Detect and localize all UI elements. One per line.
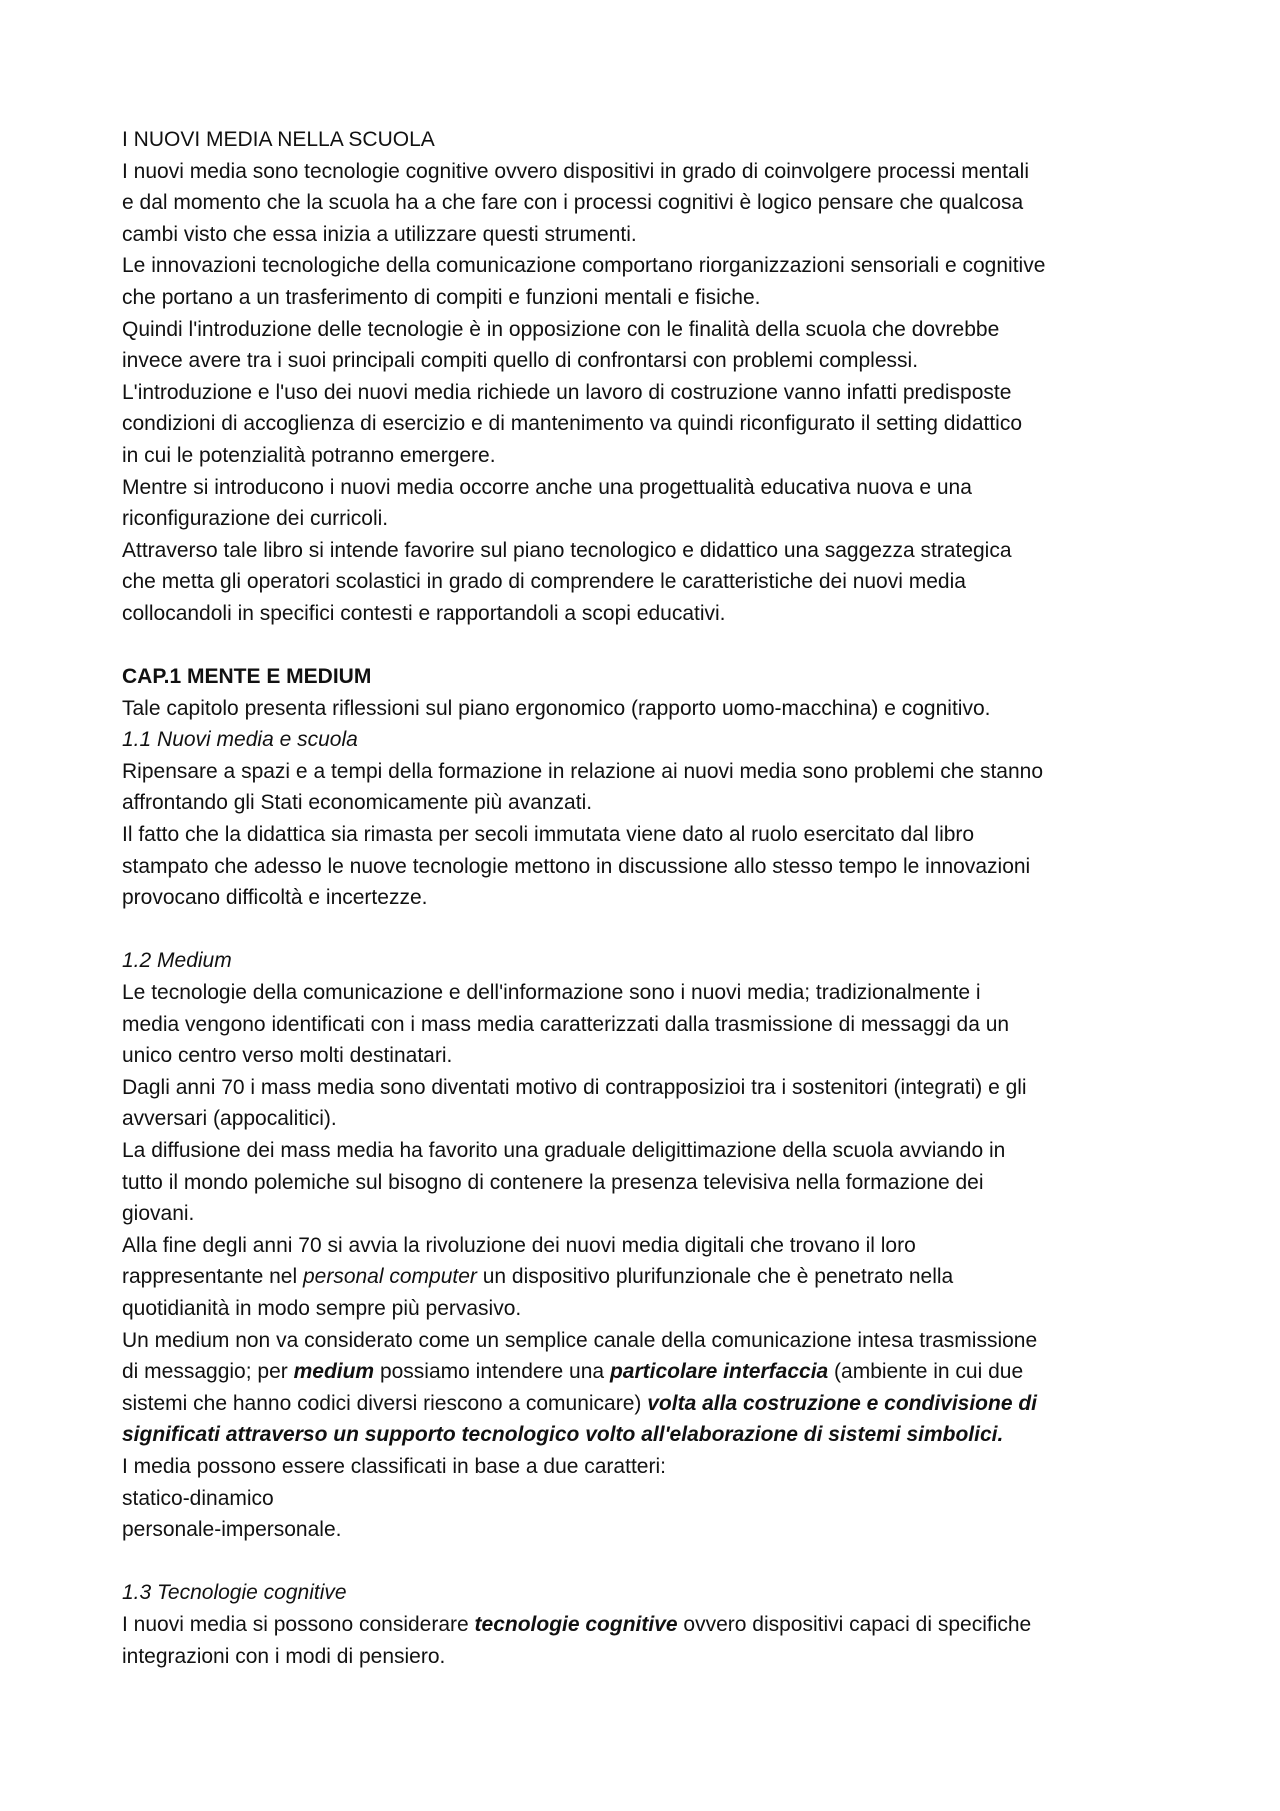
text-run: (ambiente in cui due: [828, 1360, 1024, 1384]
section-heading-1-3: 1.3 Tecnologie cognitive: [122, 1581, 347, 1605]
emphasis-italic: personal computer: [302, 1265, 477, 1289]
section-line-cognitive-tech: [122, 1609, 1172, 1641]
emphasis-bold-italic: tecnologie cognitive: [474, 1612, 678, 1636]
section-heading-1-1: 1.1 Nuovi media e scuola: [122, 728, 358, 752]
list-item: personale-impersonale.: [122, 1518, 342, 1542]
section-line: Le tecnologie della comunicazione e dell'informazione sono i nuovi media; tradizionalmente i: [122, 981, 981, 1005]
section-line: media vengono identificati con i mass media caratterizzati dalla trasmissione di messaggi da un: [122, 1012, 1010, 1036]
section-line-medium-definition: [122, 1388, 1172, 1420]
document-page: [122, 124, 1172, 1672]
text-run: di messaggio; per: [122, 1360, 294, 1384]
intro-line: collocandoli in specifici contesti e rapportandoli a scopi educativi.: [122, 601, 726, 625]
text-run: I nuovi media si possono considerare: [122, 1612, 475, 1636]
document-title: I NUOVI MEDIA NELLA SCUOLA: [122, 128, 435, 151]
intro-line: riconfigurazione dei curricoli.: [122, 507, 389, 531]
section-line: La diffusione dei mass media ha favorito una graduale deligittimazione della scuola avviando in: [122, 1139, 1006, 1162]
section-line: avversari (appocalitici).: [122, 1107, 337, 1131]
chapter-intro: Tale capitolo presenta riflessioni sul piano ergonomico (rapporto uomo-macchina) e cognitivo.: [122, 696, 991, 720]
section-line: provocano difficoltà e incertezze.: [122, 886, 428, 910]
intro-line: e dal momento che la scuola ha a che fare con i processi cognitivi è logico pensare che qualcosa: [122, 191, 1024, 215]
emphasis-bold-italic: particolare interfaccia: [609, 1360, 829, 1384]
list-item: statico-dinamico: [122, 1486, 274, 1510]
text-run: rappresentante nel: [122, 1265, 303, 1289]
intro-line: Mentre si introducono i nuovi media occorre anche una progettualità educativa nuova e una: [122, 475, 972, 499]
emphasis-bold-italic: volta alla costruzione e condivisione di: [647, 1391, 1038, 1415]
chapter-heading: CAP.1 MENTE E MEDIUM: [122, 665, 372, 689]
blank-line: [122, 1546, 1172, 1578]
text-run: un dispositivo plurifunzionale che è penetrato nella: [476, 1265, 954, 1289]
section-line: Dagli anni 70 i mass media sono diventati motivo di contrapposizioi tra i sostenitori (integrati) e gli: [122, 1075, 1027, 1099]
text-run: ovvero dispositivi capaci di specifiche: [677, 1612, 1032, 1636]
section-line: Alla fine degli anni 70 si avvia la rivoluzione dei nuovi media digitali che trovano il loro: [122, 1233, 916, 1257]
section-line: unico centro verso molti destinatari.: [122, 1044, 453, 1068]
emphasis-bold-italic: medium: [293, 1360, 375, 1384]
section-line: Un medium non va considerato come un semplice canale della comunicazione intesa trasmissione: [122, 1328, 1038, 1352]
intro-line: L'introduzione e l'uso dei nuovi media richiede un lavoro di costruzione vanno infatti predisposte: [122, 380, 1012, 404]
section-line: tutto il mondo polemiche sul bisogno di contenere la presenza televisiva nella formazione dei: [122, 1170, 984, 1194]
section-line: integrazioni con i modi di pensiero.: [122, 1644, 446, 1668]
section-line: stampato che adesso le nuove tecnologie mettono in discussione allo stesso tempo le innovazioni: [122, 854, 1031, 878]
intro-line: che portano a un trasferimento di compiti e funzioni mentali e fisiche.: [122, 285, 761, 309]
intro-line: Quindi l'introduzione delle tecnologie è in opposizione con le finalità della scuola che dovrebbe: [122, 317, 1000, 341]
intro-line: I nuovi media sono tecnologie cognitive ovvero dispositivi in grado di coinvolgere processi mentali: [122, 159, 1029, 183]
section-line: I media possono essere classificati in base a due caratteri:: [122, 1454, 666, 1478]
section-line: giovani.: [122, 1202, 195, 1226]
blank-line: [122, 630, 1172, 662]
section-heading-1-2: 1.2 Medium: [122, 949, 232, 973]
section-line: quotidianità in modo sempre più pervasivo.: [122, 1296, 522, 1320]
intro-line: Le innovazioni tecnologiche della comunicazione comportano riorganizzazioni sensoriali e cognitive: [122, 254, 1046, 278]
intro-line: condizioni di accoglienza di esercizio e di mantenimento va quindi riconfigurato il setting didattico: [122, 412, 1023, 436]
intro-line: in cui le potenzialità potranno emergere.: [122, 443, 496, 467]
section-line: Il fatto che la didattica sia rimasta per secoli immutata viene dato al ruolo esercitato dal libro: [122, 823, 975, 847]
section-line-personal-computer: [122, 1261, 1172, 1293]
text-run: sistemi che hanno codici diversi riescono a comunicare): [122, 1391, 648, 1415]
intro-line: Attraverso tale libro si intende favorire sul piano tecnologico e didattico una saggezza strategica: [122, 538, 1012, 562]
intro-line: invece avere tra i suoi principali compiti quello di confrontarsi con problemi complessi.: [122, 349, 919, 373]
intro-line: che metta gli operatori scolastici in grado di comprendere le caratteristiche dei nuovi media: [122, 570, 966, 594]
section-line: affrontando gli Stati economicamente più avanzati.: [122, 791, 593, 815]
text-run: possiamo intendere una: [374, 1360, 610, 1384]
intro-line: cambi visto che essa inizia a utilizzare questi strumenti.: [122, 222, 637, 246]
section-line: Ripensare a spazi e a tempi della formazione in relazione ai nuovi media sono problemi che stanno: [122, 759, 1044, 783]
section-line-medium-definition: [122, 1356, 1172, 1388]
section-line-medium-definition: significati attraverso un supporto tecnologico volto all'elaborazione di sistemi simbolici.: [122, 1423, 1004, 1447]
blank-line: [122, 914, 1172, 946]
